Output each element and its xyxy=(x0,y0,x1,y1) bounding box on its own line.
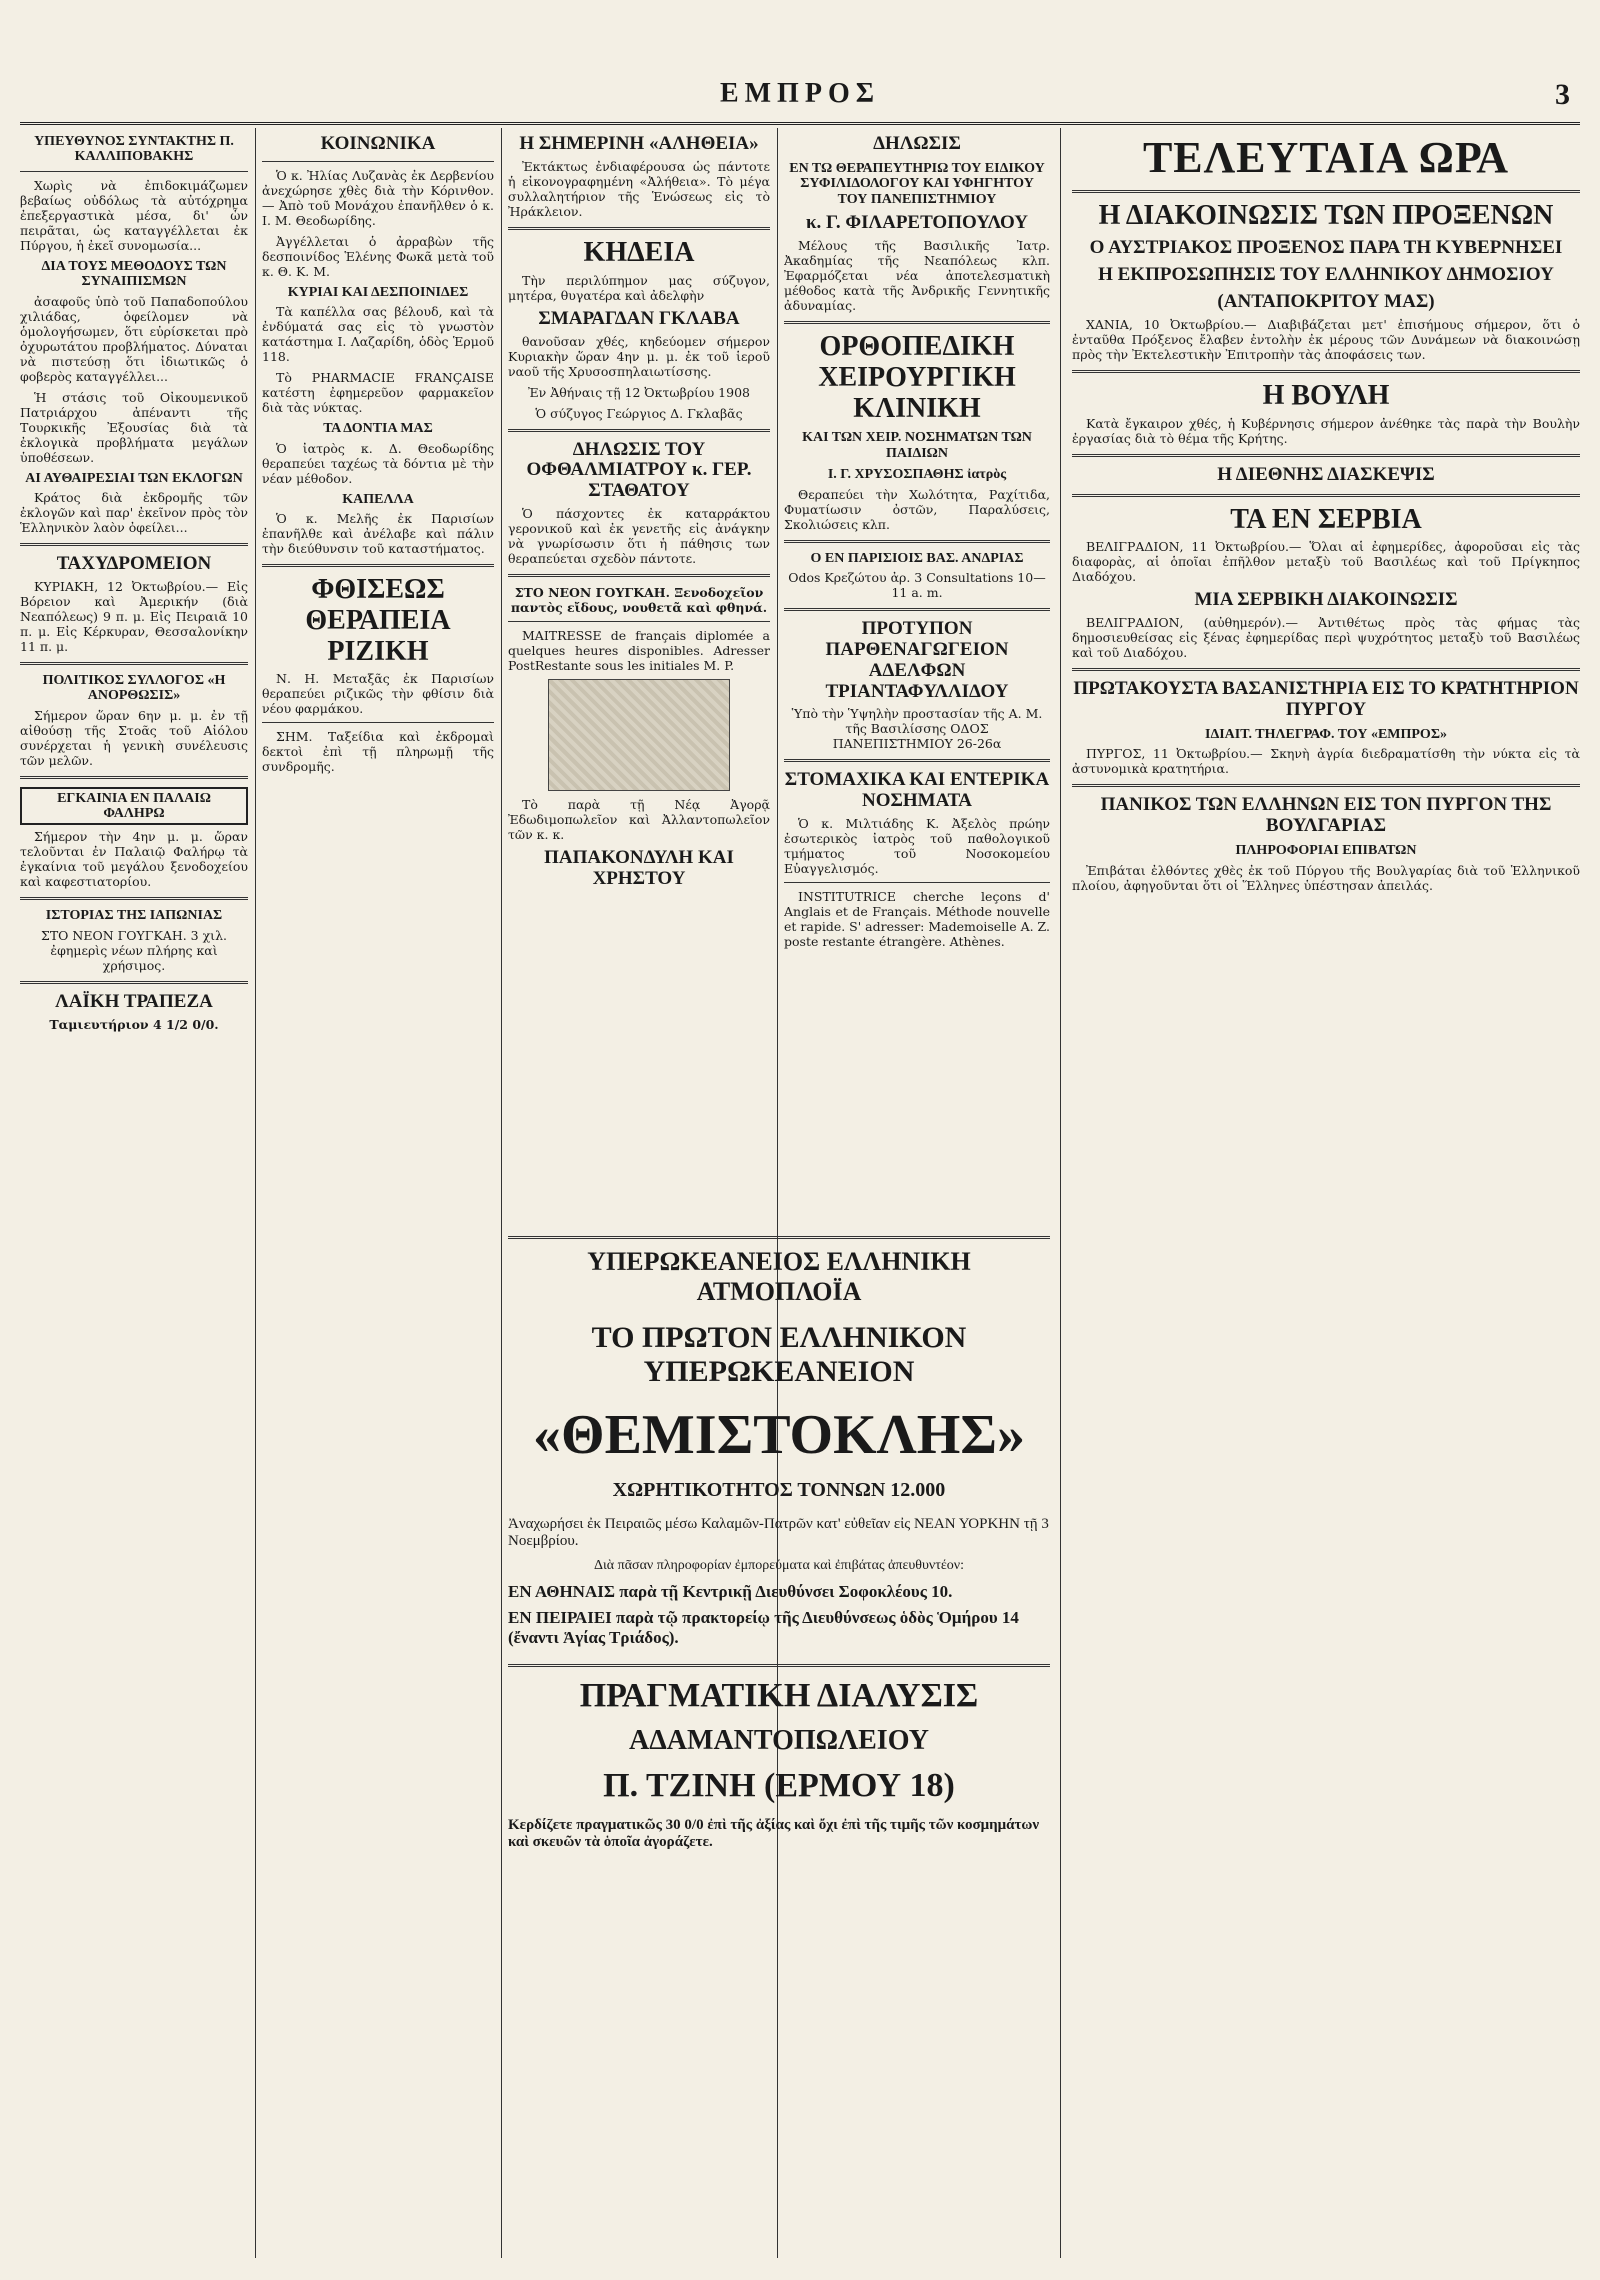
shipping-advertisement xyxy=(508,1228,1050,1851)
headline: ΚΑΠΕΛΛΑ xyxy=(342,491,414,507)
page-number: 3 xyxy=(1555,78,1570,111)
article-text: MAITRESSE de français diplomée a quelques heures disponibles. Adresser PostRestante sous les initiales M. P. xyxy=(508,628,770,674)
headline: ΑΙ ΑΥΘΑΙΡΕΣΙΑΙ ΤΩΝ ΕΚΛΟΓΩΝ xyxy=(25,470,243,486)
shop-name: Π. ΤΖΙΝΗ (ΕΡΜΟΥ 18) xyxy=(603,1767,955,1804)
article-text: ΣΗΜ. Ταξείδια καὶ ἐκδρομαὶ δεκτοὶ ἐπὶ τῇ πληρωμῇ τῆς συνδρομῆς. xyxy=(262,729,494,775)
article-text: ΒΕΛΙΓΡΑΔΙΟΝ, (αὐθημερόν).— Ἀντιθέτως πρὸς τὰς φήμας τὰς δημοσιευθείσας εἰς ξένας ἐφημερίδας περὶ ψυχρότητος μεταξὺ τοῦ Βασιλέως καὶ τοῦ Διαδόχου. xyxy=(1072,615,1580,661)
headline: ΔΗΛΩΣΙΣ xyxy=(873,133,961,154)
headline: ΠΟΛΙΤΙΚΟΣ ΣΥΛΛΟΓΟΣ «Η ΑΝΟΡΘΩΣΙΣ» xyxy=(42,672,226,704)
article-text: Ὁ κ. Μελῆς ἐκ Παρισίων ἐπανῆλθε καὶ ἀνέλαβε καὶ πάλιν τὴν διεύθυνσιν τοῦ καταστήματος. xyxy=(262,511,494,557)
ship-capacity: ΧΩΡΗΤΙΚΟΤΗΤΟΣ ΤΟΝΝΩΝ 12.000 xyxy=(612,1479,946,1501)
headline: Η ΣΗΜΕΡΙΝΗ «ΑΛΗΘΕΙΑ» xyxy=(519,133,759,154)
article-text: ΣΤΟ ΝΕΟΝ ΓΟΥΓΚΑΗ. Ξενοδοχεῖον παντὸς εἴδους, νουθετᾶ καὶ φθηνά. xyxy=(510,585,768,616)
newspaper-title: ΕΜΠΡΟΣ xyxy=(719,78,881,109)
headline: ΠΡΩΤΑΚΟΥΣΤΑ ΒΑΣΑΝΙΣΤΗΡΙΑ ΕΙΣ ΤΟ ΚΡΑΤΗΤΗΡΙΟΝ ΠΥΡΓΟΥ xyxy=(1073,678,1579,721)
headline: ΟΡΘΟΠΕΔΙΚΗ ΧΕΙΡΟΥΡΓΙΚΗ ΚΛΙΝΙΚΗ xyxy=(818,330,1016,424)
ship-name: «ΘΕΜΙΣΤΟΚΛΗΣ» xyxy=(533,1404,1025,1466)
headline: ΦΘΙΣΕΩΣ ΘΕΡΑΠΕΙΑ ΡΙΖΙΚΗ xyxy=(305,574,451,667)
headline: ΤΑ ΕΝ ΣΕΡΒΙΑ xyxy=(1230,503,1422,535)
article-text: Σήμερον τὴν 4ην μ. μ. ὥραν τελοῦνται ἐν Παλαιῷ Φαλήρῳ τὰ ἐγκαίνια τοῦ μεγάλου ξενοδοχείου καὶ καφεστιατορίου. xyxy=(20,829,248,890)
column-divider xyxy=(255,128,256,2258)
doctor-name: κ. Γ. ΦΙΛΑΡΕΤΟΠΟΥΛΟΥ xyxy=(806,212,1028,234)
headline: ΤΕΛΕΥΤΑΙΑ ΩΡΑ xyxy=(1142,133,1510,182)
subheadline: ΕΝ ΤΩ ΘΕΡΑΠΕΥΤΗΡΙΩ ΤΟΥ ΕΙΔΙΚΟΥ ΣΥΦΙΛΙΔΟΛΟΓΟΥ ΚΑΙ ΥΦΗΓΗΤΟΥ ΤΟΥ ΠΑΝΕΠΙΣΤΗΜΙΟΥ xyxy=(789,160,1045,207)
headline: ΔΙΑ ΤΟΥΣ ΜΕΘΟΔΟΥΣ ΤΩΝ ΣΥΝΑΙΠΙΣΜΩΝ xyxy=(41,258,227,290)
article-text: Τὴν περιλύπημον μας σύζυγον, μητέρα, θυγατέρα καὶ ἀδελφὴν xyxy=(508,272,770,303)
headline: ΠΑΠΑΚΟΝΔΥΛΗ ΚΑΙ ΧΡΗΣΤΟΥ xyxy=(544,847,734,890)
article-text: Ὑπὸ τὴν Ὑψηλὴν προστασίαν τῆς Α. Μ. τῆς Βασιλίσσης ΟΔΟΣ ΠΑΝΕΠΙΣΤΗΜΙΟΥ 26-26α xyxy=(791,706,1043,752)
doctor-name: Ι. Γ. ΧΡΥΣΟΣΠΑΘΗΣ ἰατρὸς xyxy=(827,467,1007,483)
article-text: INSTITUTRICE cherche leçons d' Anglais et de Français. Méthode nouvelle et rapide. S' adresser: Mademoiselle A. Z. poste restante étrangère. Athènes. xyxy=(784,889,1050,950)
headline: ΔΗΛΩΣΙΣ ΤΟΥ ΟΦΘΑΛΜΙΑΤΡΟΥ κ. ΓΕΡ. ΣΤΑΘΑΤΟΥ xyxy=(526,438,752,502)
headline: ΣΤΟΜΑΧΙΚΑ ΚΑΙ ΕΝΤΕΡΙΚΑ ΝΟΣΗΜΑΤΑ xyxy=(784,769,1050,812)
column-divider xyxy=(777,128,778,2258)
article-text: Ἀγγέλλεται ὁ ἀρραβὼν τῆς δεσποινίδος Ἑλένης Φωκᾶ μετὰ τοῦ κ. Θ. Κ. Μ. xyxy=(262,233,494,279)
column-divider xyxy=(1060,128,1061,2258)
headline: ΕΓΚΑΙΝΙΑ ΕΝ ΠΑΛΑΙΩ ΦΑΛΗΡΩ xyxy=(20,787,248,826)
article-text: Μέλους τῆς Βασιλικῆς Ἰατρ. Ἀκαδημίας τῆς Νεαπόλεως κλπ. Ἐφαρμόζεται νέα ἀποτελεσματικὴ μέθοδος κατὰ τῆς Ἀνδρικῆς Γεννητικῆς ἀδυναμίας. xyxy=(784,237,1050,313)
column-1 xyxy=(20,128,248,2258)
sale-text: Κερδίζετε πραγματικῶς 30 0/0 ἐπὶ τῆς ἀξίας καὶ ὄχι ἐπὶ τῆς τιμῆς τῶν κοσμημάτων καὶ σκευῶν τὰ ὁποῖα ἀγοράζετε. xyxy=(508,1817,1040,1850)
subheadline: ΑΔΑΜΑΝΤΟΠΩΛΕΙΟΥ xyxy=(629,1725,929,1756)
subheadline: ΠΛΗΡΟΦΟΡΙΑΙ ΕΠΙΒΑΤΩΝ xyxy=(1235,843,1417,859)
masthead xyxy=(20,78,1580,125)
headline: Η ΒΟΥΛΗ xyxy=(1262,379,1390,411)
article-text: ΒΕΛΙΓΡΑΔΙΟΝ, 11 Ὀκτωβρίου.— Ὅλαι αἱ ἐφημερίδες, ἀφοροῦσαι εἰς τὰς διαφορὰς, αἱ ὁποῖαι ἐπῆλθον μεταξὺ τοῦ Βασιλέως καὶ τοῦ Πρίγκηπος Διαδόχου. xyxy=(1072,539,1580,585)
subheadline: ΜΙΑ ΣΕΡΒΙΚΗ ΔΙΑΚΟΙΝΩΣΙΣ xyxy=(1194,589,1458,611)
ship-piraeus-office: ΕΝ ΠΕΙΡΑΙΕΙ παρὰ τῷ πρακτορείῳ τῆς Διευθύνσεως ὁδὸς Ὁμήρου 14 (ἔναντι Ἁγίας Τριάδος). xyxy=(508,1608,1019,1647)
headline: Η ΔΙΕΘΝΗΣ ΔΙΑΣΚΕΨΙΣ xyxy=(1217,463,1435,485)
article-text: ἀσαφοῦς ὑπὸ τοῦ Παπαδοπούλου χιλιάδας, ὁφείλομεν νὰ ὁμολογήσωμεν, ὅτι εὐρίσκεται πρὸ ὀχυρωτάτου προβλήματος. Δύναται νὰ πιστεύσῃ ὅτι ἰδιωτικῶς ὁ φοβερὸς καταγγέλλει... xyxy=(20,293,248,384)
column-5 xyxy=(1072,128,1580,2258)
headline: ΚΗΔΕΙΑ xyxy=(583,236,695,268)
column-2 xyxy=(262,128,494,2258)
article-text: Odos Κρεζώτου ἀρ. 3 Consultations 10—11 a. m. xyxy=(788,569,1046,600)
article-text: Κράτος διὰ ἐκδρομῆς τῶν ἐκλογῶν καὶ παρ' ἐκεῖνον πρὸς τὸν Ἑλληνικὸν λαὸν ὀφείλει... xyxy=(20,489,248,535)
article-text: Ἐπιβάται ἐλθόντες χθὲς ἐκ τοῦ Πύργου τῆς Βουλγαρίας διὰ τοῦ Ἑλληνικοῦ πλοίου, ἀφηγοῦνται ὅτι οἱ Ἕλληνες ὑπέστησαν ἀπειλάς. xyxy=(1072,862,1580,893)
subheadline: ΚΑΙ ΤΩΝ ΧΕΙΡ. ΝΟΣΗΜΑΤΩΝ ΤΩΝ ΠΑΙΔΙΩΝ xyxy=(802,430,1032,461)
article-text: Σήμερον ὥραν 6ην μ. μ. ἐν τῇ αἰθούσῃ τῆς Στοᾶς τοῦ Αἰόλου συνέρχεται ἡ γενικὴ συνέλευσις τῶν μελῶν. xyxy=(20,707,248,768)
article-date: Ἐν Ἀθήναις τῇ 12 Ὀκτωβρίου 1908 xyxy=(527,384,750,400)
subheadline: (ΑΝΤΑΠΟΚΡΙΤΟΥ ΜΑΣ) xyxy=(1217,290,1435,312)
article-text: Ὁ ἰατρὸς κ. Δ. Θεοδωρίδης θεραπεύει ταχέως τὰ δόντια μὲ τὴν νέαν μέθοδον. xyxy=(262,440,494,486)
ship-info: Διὰ πᾶσαν πληροφορίαν ἐμπορεύματα καὶ ἐπιβάτας ἀπευθυντέον: xyxy=(594,1558,964,1573)
article-text: Τὸ παρὰ τῇ Νέᾳ Ἀγορᾷ Ἐδωδιμοπωλεῖον καὶ Ἀλλαντοπωλεῖον τῶν κ. κ. xyxy=(508,797,770,843)
article-text: Ἐκτάκτως ἐνδιαφέρουσα ὡς πάντοτε ἡ εἰκονογραφημένη «Ἀλήθεια». Τὸ μέγα συλλαλητήριον τῆς Ἑνώσεως εἰς τὸ Ἠράκλειον. xyxy=(508,158,770,219)
headline: ΚΥΡΙΑΙ ΚΑΙ ΔΕΣΠΟΙΝΙΔΕΣ xyxy=(287,284,469,300)
column-4 xyxy=(784,128,1050,1218)
article-text: Ν. Η. Μεταξᾶς ἐκ Παρισίων θεραπεύει ριζικῶς τὴν φθίσιν διὰ νέου φαρμάκου. xyxy=(262,671,494,717)
headline: ΠΡΑΓΜΑΤΙΚΗ ΔΙΑΛΥΣΙΣ xyxy=(579,1677,979,1714)
article-text: ΣΤΟ ΝΕΟΝ ΓΟΥΓΚΑΗ. 3 χιλ. ἐφημερὶς νέων πλήρης καὶ χρήσιμος. xyxy=(41,927,227,973)
headline: ΥΠΕΡΩΚΕΑΝΕΙΟΣ ΕΛΛΗΝΙΚΗ ΑΤΜΟΠΛΟΪΑ xyxy=(587,1247,971,1306)
article-text: Τὸ PHARMACIE FRANÇAISE κατέστη ἐφημερεῦον φαρμακεῖον διὰ τὰς νύκτας. xyxy=(262,370,494,416)
subheadline: ΙΔΙΑΙΤ. ΤΗΛΕΓΡΑΦ. ΤΟΥ «ΕΜΠΡΟΣ» xyxy=(1205,727,1447,743)
headline: Ο ΕΝ ΠΑΡΙΣΙΟΙΣ ΒΑΣ. ΑΝΔΡΙΑΣ xyxy=(810,550,1024,566)
article-text: Κατὰ ἔγκαιρον χθές, ἡ Κυβέρνησις σήμερον ἀνέθηκε τὰς παρὰ τὴν Βουλὴν ἐργασίας διὰ τὸ θέμα τῆς Κρήτης. xyxy=(1072,415,1580,446)
article-text: Ὁ κ. Μιλτιάδης Κ. Ἀξελὸς πρώην ἐσωτερικὸς ἰατρὸς τοῦ παθολογικοῦ τμήματος τοῦ Νοσοκομείου Εὐαγγελισμός. xyxy=(784,816,1050,877)
article-signature: Ὁ σύζυγος Γεώργιος Δ. Γκλαβᾶς xyxy=(535,405,743,421)
subheadline: ΤΟ ΠΡΩΤΟΝ ΕΛΛΗΝΙΚΟΝ ΥΠΕΡΩΚΕΑΝΕΙΟΝ xyxy=(591,1321,967,1388)
subheadline: Ο ΑΥΣΤΡΙΑΚΟΣ ΠΡΟΞΕΝΟΣ ΠΑΡΑ ΤΗ ΚΥΒΕΡΝΗΣΕΙ xyxy=(1089,237,1563,259)
ship-athens-office: ΕΝ ΑΘΗΝΑΙΣ παρὰ τῇ Κεντρικῇ Διευθύνσει Σοφοκλέους 10. xyxy=(508,1582,953,1601)
headline: Η ΔΙΑΚΟΙΝΩΣΙΣ ΤΩΝ ΠΡΟΞΕΝΩΝ xyxy=(1098,200,1554,232)
headline: ΠΑΝΙΚΟΣ ΤΩΝ ΕΛΛΗΝΩΝ ΕΙΣ ΤΟΝ ΠΥΡΓΟΝ ΤΗΣ ΒΟΥΛΓΑΡΙΑΣ xyxy=(1100,794,1552,837)
subheadline: Η ΕΚΠΡΟΣΩΠΗΣΙΣ ΤΟΥ ΕΛΛΗΝΙΚΟΥ ΔΗΜΟΣΙΟΥ xyxy=(1098,264,1554,286)
article-text: ΠΥΡΓΟΣ, 11 Ὀκτωβρίου.— Σκηνὴ ἀγρία διεδραματίσθη τὴν νύκτα εἰς τὰ ἀστυνομικὰ κρατητήρια. xyxy=(1072,746,1580,777)
article-text: Ὁ κ. Ἠλίας Λυζανὰς ἐκ Δερβενίου ἀνεχώρησε χθὲς διὰ τὴν Κόρινθον. — Ἀπὸ τοῦ Μονάχου ἐπανῆλθεν ὁ κ. Ι. Μ. Θεοδωρίδης. xyxy=(262,167,494,228)
advertisement-illustration xyxy=(548,679,730,791)
headline: ΤΑ ΔΟΝΤΙΑ ΜΑΣ xyxy=(323,421,433,437)
article-text: Θεραπεύει τὴν Χωλότητα, Ραχίτιδα, Φυματίωσιν ὀστῶν, Παραλύσεις, Σκολιώσεις κλπ. xyxy=(784,486,1050,532)
column-divider xyxy=(501,128,502,2258)
article-text: θανοῦσαν χθές, κηδεύομεν σήμερον Κυριακὴν ὥραν 4ην μ. μ. ἐκ τοῦ ἱεροῦ ναοῦ τῆς Χρυσοσπηλαιωτίσσης. xyxy=(508,333,770,379)
headline: ΛΑΪΚΗ ΤΡΑΠΕΖΑ xyxy=(55,990,213,1012)
ship-route: Ἀναχωρήσει ἐκ Πειραιῶς μέσω Καλαμῶν-Πατρῶν κατ' εὐθεῖαν εἰς ΝΕΑΝ ΥΟΡΚΗΝ τῇ 3 Νοεμβρίου. xyxy=(508,1516,1049,1549)
article-text: Τὰ καπέλλα σας βέλουδ, καὶ τὰ ἐνδύματά σας εἰς τὸ γνωστὸν κατάστημα Ι. Λαζαρίδη, ὁδὸς Ἑρμοῦ 118. xyxy=(262,304,494,365)
column-3 xyxy=(508,128,770,1218)
headline: ΚΟΙΝΩΝΙΚΑ xyxy=(320,133,436,154)
deceased-name: ΣΜΑΡΑΓΔΑΝ ΓΚΛΑΒΑ xyxy=(538,307,740,329)
article-text: ΧΑΝΙΑ, 10 Ὀκτωβρίου.— Διαβιβάζεται μετ' ἐπισήμους σήμερον, ὅτι ὁ ἐνταῦθα Πρόξενος ἔλαβεν ἐντολὴν ἐκ μέρους τῶν Δυνάμεων νὰ διακοινώσῃ πρὸς τὴν Ἐκτελεστικὴν Ἐπιτροπὴν τὰς ἀποφάσεις των. xyxy=(1072,316,1580,362)
headline: ΤΑΧΥΔΡΟΜΕΙΟΝ xyxy=(56,552,212,574)
headline: ΠΡΟΤΥΠΟΝ ΠΑΡΘΕΝΑΓΩΓΕΙΟΝ ΑΔΕΛΦΩΝ ΤΡΙΑΝΤΑΦΥΛΛΙΔΟΥ xyxy=(825,617,1009,702)
byline: ΥΠΕΥΘΥΝΟΣ ΣΥΝΤΑΚΤΗΣ Π. ΚΑΛΛΙΠΟΒΑΚΗΣ xyxy=(34,134,234,165)
headline: ΙΣΤΟΡΙΑΣ ΤΗΣ ΙΑΠΩΝΙΑΣ xyxy=(45,908,223,924)
article-text: Ταμιευτήριον 4 1/2 0/0. xyxy=(49,1016,219,1032)
article-text: Ὁ πάσχοντες ἐκ καταρράκτου γερονικοῦ καὶ ἐκ γενετῆς εἰς ἀνάγκην νὰ γνωρίσωσιν ὅτι ἡ πάθησις των θεραπεύεται σχεδὸν πάντοτε. xyxy=(508,506,770,567)
article-text: ΚΥΡΙΑΚΗ, 12 Ὀκτωβρίου.— Εἰς Βόρειον καὶ Ἀμερικήν (διὰ Νεαπόλεως) 9 π. μ. Εἰς Πειραιᾶ 10 π. μ. Εἰς Κέρκυραν, Θεσσαλονίκην 11 π. μ. xyxy=(20,578,248,654)
article-text: Χωρὶς νὰ ἐπιδοκιμάζωμεν βεβαίως οὐδόλως τὰ αὐτόχρημα ἐπεξεργαστικὰ μέσα, δι' ὧν πειρᾶται, ὡς καταγγέλλεται ἐκ Πύργου, ἡ ἐκεῖ συνομωσία... xyxy=(20,177,248,253)
article-text: Ἡ στάσις τοῦ Οἰκουμενικοῦ Πατριάρχου ἀπέναντι τῆς Τουρκικῆς Ἐξουσίας διὰ τὰ ἐκλογικὰ προβλήματα μεγάλων ὑποθέσεων. xyxy=(20,389,248,465)
